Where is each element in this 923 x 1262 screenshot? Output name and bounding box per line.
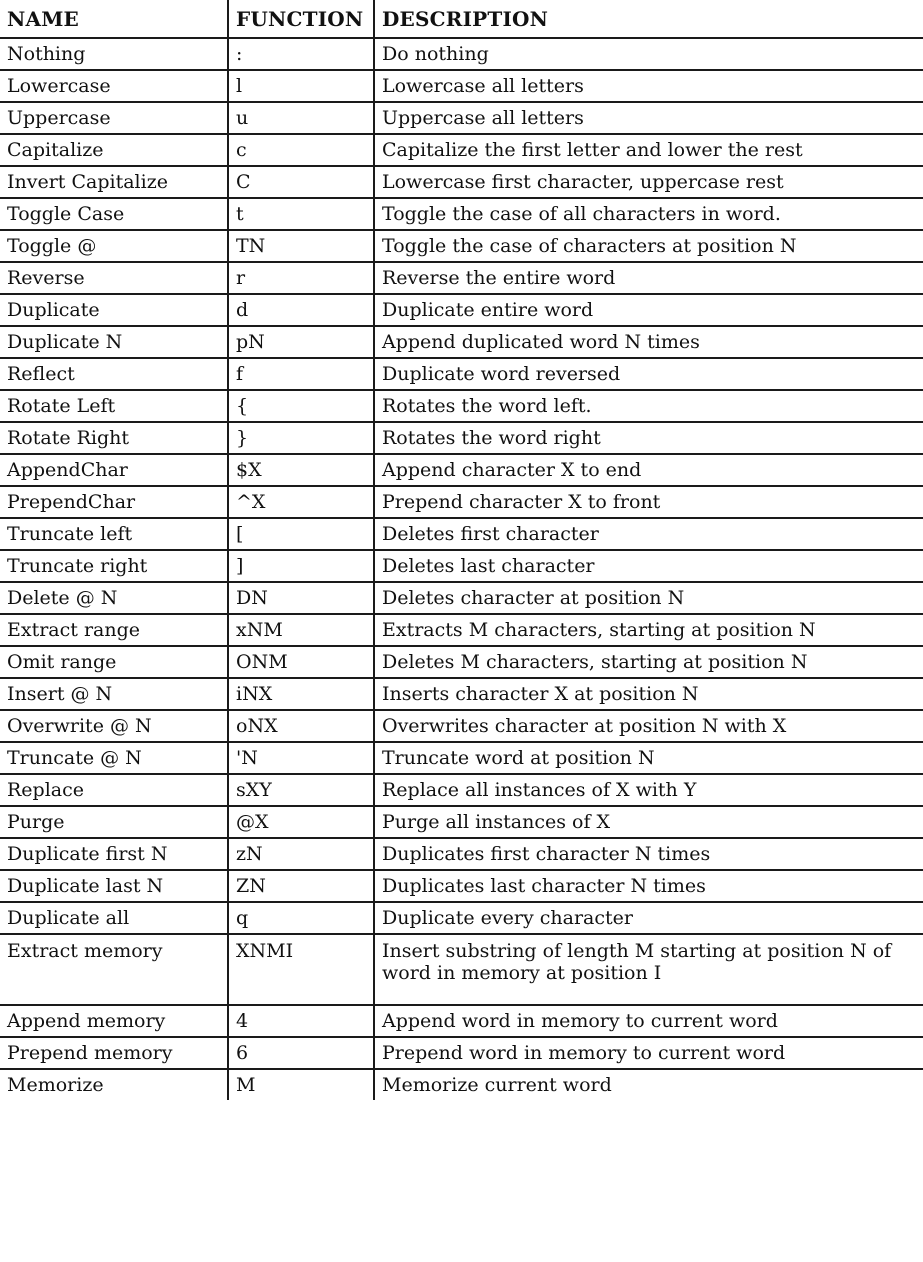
row-description-cell: Overwrites character at position N with X (374, 710, 923, 742)
row-function-cell: ONM (228, 646, 374, 678)
row-name-cell: Truncate @ N (0, 742, 228, 774)
row-function-cell: C (228, 166, 374, 198)
row-description-cell: Duplicate word reversed (374, 358, 923, 390)
row-function-cell: $X (228, 454, 374, 486)
table-row (0, 166, 923, 198)
row-name-cell: Extract memory (0, 934, 228, 1005)
row-function-cell: r (228, 262, 374, 294)
row-function-cell: l (228, 70, 374, 102)
row-function-cell: f (228, 358, 374, 390)
table-row (0, 454, 923, 486)
row-description-cell: Append duplicated word N times (374, 326, 923, 358)
table-body (0, 38, 923, 1100)
table-row (0, 1005, 923, 1037)
row-name-cell: Toggle @ (0, 230, 228, 262)
table-row (0, 646, 923, 678)
table-row (0, 390, 923, 422)
row-function-cell: d (228, 294, 374, 326)
table-row (0, 422, 923, 454)
table-row (0, 1069, 923, 1100)
row-description-cell: Rotates the word left. (374, 390, 923, 422)
row-description-cell: Extracts M characters, starting at position N (374, 614, 923, 646)
row-function-cell: ZN (228, 870, 374, 902)
row-function-cell: sXY (228, 774, 374, 806)
header-function: FUNCTION (228, 0, 374, 38)
table-row (0, 1037, 923, 1069)
row-description-cell: Reverse the entire word (374, 262, 923, 294)
table-row (0, 230, 923, 262)
row-name-cell: Insert @ N (0, 678, 228, 710)
table-row (0, 838, 923, 870)
table-row (0, 710, 923, 742)
row-name-cell: Replace (0, 774, 228, 806)
row-description-cell: Truncate word at position N (374, 742, 923, 774)
row-name-cell: Extract range (0, 614, 228, 646)
table-row (0, 326, 923, 358)
row-name-cell: AppendChar (0, 454, 228, 486)
row-description-cell: Prepend character X to front (374, 486, 923, 518)
row-function-cell: @X (228, 806, 374, 838)
table-row (0, 742, 923, 774)
header-name: NAME (0, 0, 228, 38)
row-name-cell: Append memory (0, 1005, 228, 1037)
row-description-cell: Lowercase first character, uppercase rest (374, 166, 923, 198)
row-name-cell: Truncate left (0, 518, 228, 550)
row-function-cell: 'N (228, 742, 374, 774)
row-description-cell: Insert substring of length M starting at position N of word in memory at position I (374, 934, 923, 1005)
row-description-cell: Capitalize the first letter and lower the rest (374, 134, 923, 166)
row-name-cell: Memorize (0, 1069, 228, 1100)
row-description-cell: Rotates the word right (374, 422, 923, 454)
row-name-cell: Lowercase (0, 70, 228, 102)
row-description-cell: Toggle the case of all characters in word. (374, 198, 923, 230)
row-function-cell: TN (228, 230, 374, 262)
table-row (0, 582, 923, 614)
row-function-cell: t (228, 198, 374, 230)
row-description-cell: Replace all instances of X with Y (374, 774, 923, 806)
table-row (0, 358, 923, 390)
header-row (0, 0, 923, 38)
row-description-cell: Deletes first character (374, 518, 923, 550)
row-function-cell: { (228, 390, 374, 422)
row-function-cell: : (228, 38, 374, 70)
table-row (0, 934, 923, 1005)
row-name-cell: Delete @ N (0, 582, 228, 614)
table-row (0, 134, 923, 166)
row-description-cell: Append character X to end (374, 454, 923, 486)
row-name-cell: Prepend memory (0, 1037, 228, 1069)
row-name-cell: PrependChar (0, 486, 228, 518)
row-function-cell: c (228, 134, 374, 166)
table-row (0, 198, 923, 230)
row-description-cell: Deletes M characters, starting at position N (374, 646, 923, 678)
row-description-cell: Do nothing (374, 38, 923, 70)
row-function-cell: XNMI (228, 934, 374, 1005)
table-row (0, 262, 923, 294)
row-description-cell: Prepend word in memory to current word (374, 1037, 923, 1069)
row-name-cell: Toggle Case (0, 198, 228, 230)
row-description-cell: Purge all instances of X (374, 806, 923, 838)
row-function-cell: M (228, 1069, 374, 1100)
header-description: DESCRIPTION (374, 0, 923, 38)
row-function-cell: } (228, 422, 374, 454)
row-function-cell: ^X (228, 486, 374, 518)
table-row (0, 38, 923, 70)
row-name-cell: Duplicate all (0, 902, 228, 934)
row-description-cell: Uppercase all letters (374, 102, 923, 134)
row-name-cell: Duplicate last N (0, 870, 228, 902)
row-function-cell: u (228, 102, 374, 134)
row-name-cell: Overwrite @ N (0, 710, 228, 742)
row-function-cell: iNX (228, 678, 374, 710)
row-name-cell: Duplicate first N (0, 838, 228, 870)
table-row (0, 870, 923, 902)
table-header (0, 0, 923, 38)
row-name-cell: Purge (0, 806, 228, 838)
table-row (0, 774, 923, 806)
row-function-cell: zN (228, 838, 374, 870)
row-description-cell: Lowercase all letters (374, 70, 923, 102)
row-name-cell: Capitalize (0, 134, 228, 166)
row-description-cell: Memorize current word (374, 1069, 923, 1100)
table-row (0, 518, 923, 550)
row-name-cell: Invert Capitalize (0, 166, 228, 198)
table-row (0, 486, 923, 518)
row-function-cell: 4 (228, 1005, 374, 1037)
row-name-cell: Omit range (0, 646, 228, 678)
row-name-cell: Reflect (0, 358, 228, 390)
row-function-cell: xNM (228, 614, 374, 646)
row-description-cell: Deletes last character (374, 550, 923, 582)
row-name-cell: Rotate Left (0, 390, 228, 422)
table-row (0, 70, 923, 102)
row-description-cell: Duplicate every character (374, 902, 923, 934)
row-description-cell: Inserts character X at position N (374, 678, 923, 710)
row-function-cell: q (228, 902, 374, 934)
row-function-cell: 6 (228, 1037, 374, 1069)
table-row (0, 806, 923, 838)
table-row (0, 550, 923, 582)
row-description-cell: Toggle the case of characters at position N (374, 230, 923, 262)
row-description-cell: Deletes character at position N (374, 582, 923, 614)
row-name-cell: Duplicate (0, 294, 228, 326)
table-row (0, 678, 923, 710)
row-description-cell: Duplicates last character N times (374, 870, 923, 902)
table-row (0, 102, 923, 134)
row-description-cell: Duplicates first character N times (374, 838, 923, 870)
row-function-cell: ] (228, 550, 374, 582)
row-name-cell: Nothing (0, 38, 228, 70)
row-name-cell: Uppercase (0, 102, 228, 134)
table-row (0, 294, 923, 326)
table-row (0, 902, 923, 934)
row-description-cell: Append word in memory to current word (374, 1005, 923, 1037)
row-function-cell: pN (228, 326, 374, 358)
row-description-cell: Duplicate entire word (374, 294, 923, 326)
row-name-cell: Reverse (0, 262, 228, 294)
row-name-cell: Rotate Right (0, 422, 228, 454)
row-function-cell: DN (228, 582, 374, 614)
row-function-cell: [ (228, 518, 374, 550)
row-function-cell: oNX (228, 710, 374, 742)
row-name-cell: Duplicate N (0, 326, 228, 358)
row-name-cell: Truncate right (0, 550, 228, 582)
table-row (0, 614, 923, 646)
